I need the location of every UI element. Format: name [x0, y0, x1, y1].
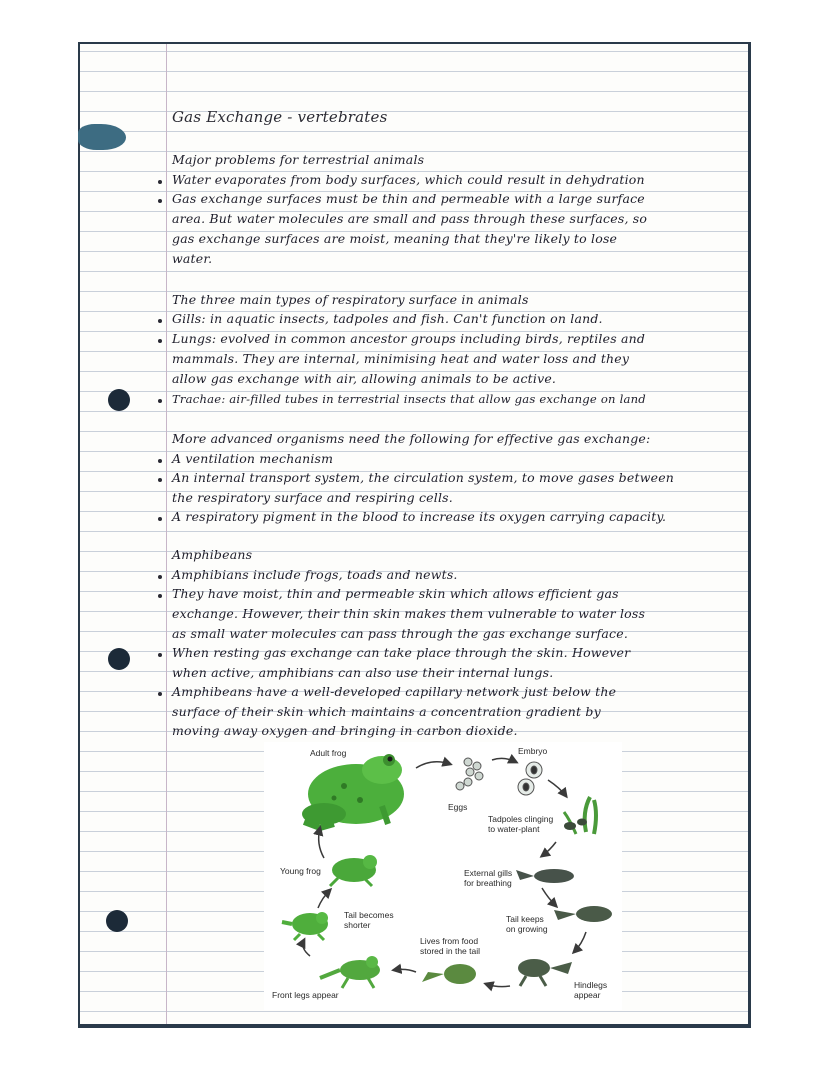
note-line: exchange. However, their thin skin makes them vulnerable to water loss [172, 606, 646, 621]
note-line: When resting gas exchange can take place through the skin. However [172, 645, 631, 660]
note-line: A ventilation mechanism [172, 451, 334, 466]
label-front-legs: Front legs appear [272, 990, 339, 1000]
label-tail-keeps: Tail keeps [506, 914, 544, 924]
note-line: the respiratory surface and respiring cells. [172, 490, 453, 505]
froglet-front-legs-icon [320, 956, 380, 988]
bullet [158, 180, 162, 184]
label-tail-shorter-2: shorter [344, 920, 371, 930]
bullet [158, 319, 162, 323]
bullet [158, 594, 162, 598]
note-line: Gas exchange surfaces must be thin and permeable with a large surface [172, 191, 645, 206]
section-heading: Major problems for terrestrial animals [172, 152, 425, 167]
label-hindlegs: Hindlegs [574, 980, 608, 990]
note-line: Lungs: evolved in common ancestor groups including birds, reptiles and [172, 331, 646, 346]
label-embryo: Embryo [518, 746, 548, 756]
tadpole-food-store-icon [422, 964, 476, 984]
tadpole-gills-icon [516, 869, 574, 883]
note-line: Gills: in aquatic insects, tadpoles and fish. Can't function on land. [172, 311, 603, 326]
young-frog-icon [330, 855, 377, 886]
frog-life-cycle-diagram [264, 742, 622, 1010]
bullet [158, 339, 162, 343]
label-adult-frog: Adult frog [310, 748, 347, 758]
note-line: Amphibians include frogs, toads and newts. [172, 567, 458, 582]
bullet [158, 399, 162, 403]
label-hindlegs-2: appear [574, 990, 601, 1000]
punch-hole [106, 910, 128, 932]
label-lives-from-food-2: stored in the tail [420, 946, 481, 956]
label-young-frog: Young frog [280, 866, 321, 876]
note-line: moving away oxygen and bringing in carbon dioxide. [172, 723, 518, 738]
note-line: water. [172, 251, 213, 266]
note-line: when active, amphibians can also use their internal lungs. [172, 665, 554, 680]
label-tail-keeps-2: on growing [506, 924, 548, 934]
adult-frog-icon [302, 754, 404, 828]
label-lives-from-food: Lives from food [420, 936, 479, 946]
note-line: area. But water molecules are small and pass through these surfaces, so [172, 211, 648, 226]
note-line: A respiratory pigment in the blood to increase its oxygen carrying capacity. [172, 509, 667, 524]
water-plant-icon [564, 797, 596, 834]
bullet [158, 478, 162, 482]
embryo-icon [518, 762, 542, 795]
note-line: Water evaporates from body surfaces, which could result in dehydration [172, 172, 645, 187]
bullet [158, 517, 162, 521]
bullet [158, 459, 162, 463]
note-line: They have moist, thin and permeable skin which allows efficient gas [172, 586, 619, 601]
punch-hole [108, 648, 130, 670]
tadpole-growing-icon [554, 906, 612, 922]
label-tadpoles-clinging: Tadpoles clinging [488, 814, 554, 824]
bullet [158, 199, 162, 203]
note-line: surface of their skin which maintains a concentration gradient by [172, 704, 601, 719]
margin-line [166, 44, 167, 1024]
life-cycle-illustration [264, 742, 622, 1010]
note-line: Amphibeans have a well-developed capillary network just below the [172, 684, 617, 699]
note-line: An internal transport system, the circulation system, to move gases between [172, 470, 675, 485]
tadpole-hindlegs-icon [518, 959, 572, 986]
label-external-gills: External gills [464, 868, 513, 878]
page-title: Gas Exchange - vertebrates [172, 108, 388, 126]
torn-punch-hole [78, 124, 126, 150]
note-line: Trachae: air-filled tubes in terrestrial insects that allow gas exchange on land [172, 392, 646, 406]
bullet [158, 575, 162, 579]
note-line: gas exchange surfaces are moist, meaning that they're likely to lose [172, 231, 618, 246]
label-external-gills-2: for breathing [464, 878, 512, 888]
eggs-icon [456, 758, 483, 790]
section-heading: More advanced organisms need the following for effective gas exchange: [172, 431, 651, 446]
note-line: as small water molecules can pass through the gas exchange surface. [172, 626, 628, 641]
label-eggs: Eggs [448, 802, 468, 812]
section-heading: The three main types of respiratory surface in animals [172, 292, 529, 307]
bullet [158, 653, 162, 657]
note-line: mammals. They are internal, minimising heat and water loss and they [172, 351, 630, 366]
froglet-short-tail-icon [282, 912, 328, 940]
label-tail-shorter: Tail becomes [344, 910, 394, 920]
section-heading: Amphibeans [172, 547, 253, 562]
label-tadpoles-clinging-2: to water-plant [488, 824, 540, 834]
punch-hole [108, 389, 130, 411]
note-line: allow gas exchange with air, allowing animals to be active. [172, 371, 557, 386]
bullet [158, 692, 162, 696]
